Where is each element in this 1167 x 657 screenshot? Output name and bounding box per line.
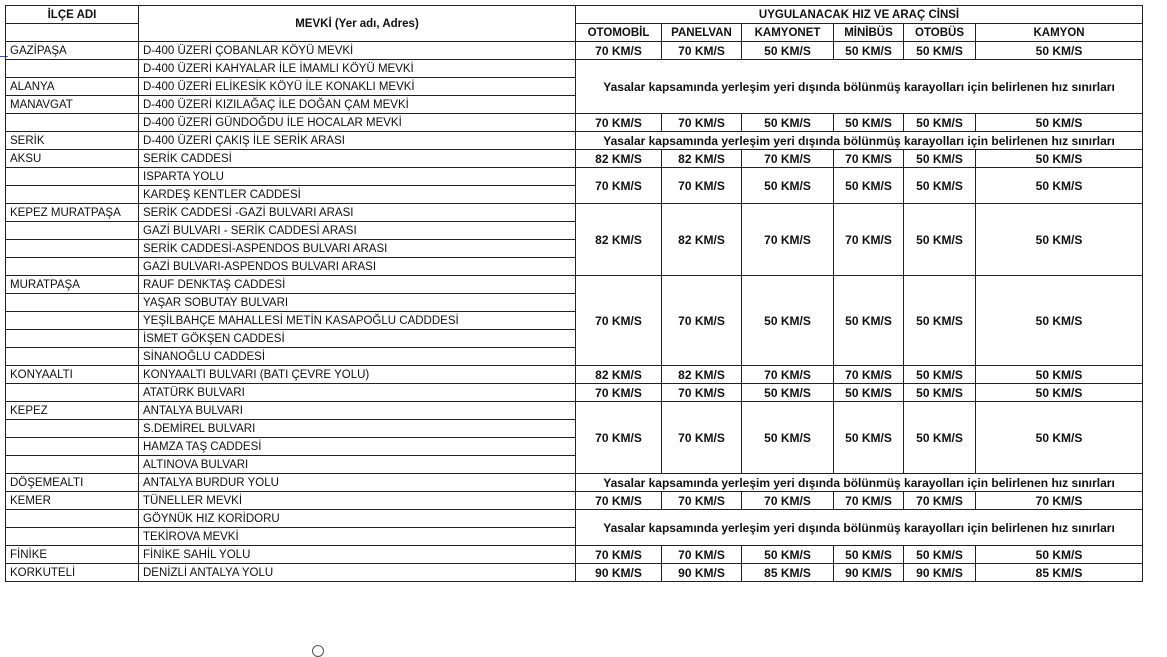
mevki-cell: ISPARTA YOLU: [139, 168, 576, 186]
table-row: [6, 510, 1143, 528]
speed-cell-otobus: 50 KM/S: [904, 546, 976, 564]
speed-cell-minibus: 70 KM/S: [834, 150, 904, 168]
speed-cell-otobus: 50 KM/S: [904, 114, 976, 132]
speed-cell-kamyonet: 85 KM/S: [742, 564, 834, 582]
speed-cell-panelvan: 90 KM/S: [662, 564, 742, 582]
speed-cell-panelvan: 82 KM/S: [662, 366, 742, 384]
mevki-cell: D-400 ÜZERİ ÇAKIŞ İLE SERİK ARASI: [139, 132, 576, 150]
speed-cell-minibus: 50 KM/S: [834, 546, 904, 564]
header-kamyon: KAMYON: [976, 24, 1143, 42]
mevki-cell: FİNİKE SAHİL YOLU: [139, 546, 576, 564]
speed-cell-otobus: 50 KM/S: [904, 366, 976, 384]
speed-cell-kamyon: 70 KM/S: [976, 492, 1143, 510]
speed-cell-minibus: 50 KM/S: [834, 384, 904, 402]
ilce-cell: KEMER: [6, 492, 139, 510]
header-minibus: MİNİBÜS: [834, 24, 904, 42]
ilce-cell: [6, 60, 139, 78]
speed-cell-panelvan: 70 KM/S: [662, 384, 742, 402]
mevki-cell: D-400 ÜZERİ KAHYALAR İLE İMAMLI KÖYÜ MEVKİ: [139, 60, 576, 78]
speed-cell-otobus: 50 KM/S: [904, 384, 976, 402]
speed-cell-kamyonet: 50 KM/S: [742, 402, 834, 474]
speed-cell-kamyon: 85 KM/S: [976, 564, 1143, 582]
speed-cell-kamyonet: 70 KM/S: [742, 366, 834, 384]
mevki-cell: TEKİROVA MEVKİ: [139, 528, 576, 546]
speed-cell-kamyonet: 50 KM/S: [742, 384, 834, 402]
mevki-cell: ATATÜRK BULVARI: [139, 384, 576, 402]
speed-cell-kamyon: 50 KM/S: [976, 204, 1143, 276]
table-row: [6, 474, 1143, 492]
speed-cell-panelvan: 70 KM/S: [662, 546, 742, 564]
ilce-cell: [6, 240, 139, 258]
speed-cell-panelvan: 82 KM/S: [662, 150, 742, 168]
table-row: [6, 168, 1143, 186]
mevki-cell: S.DEMİREL BULVARI: [139, 420, 576, 438]
header-ilce-blank: [6, 24, 139, 42]
ilce-cell: KEPEZ MURATPAŞA: [6, 204, 139, 222]
ilce-cell: FİNİKE: [6, 546, 139, 564]
ilce-cell: SERİK: [6, 132, 139, 150]
table-row: [6, 546, 1143, 564]
speed-cell-otomobil: 70 KM/S: [576, 402, 662, 474]
speed-cell-kamyonet: 70 KM/S: [742, 150, 834, 168]
ilce-cell: [6, 186, 139, 204]
speed-cell-minibus: 50 KM/S: [834, 114, 904, 132]
ilce-cell: DÖŞEMEALTI: [6, 474, 139, 492]
header-otobus: OTOBÜS: [904, 24, 976, 42]
mevki-cell: GAZİ BULVARI-ASPENDOS BULVARI ARASI: [139, 258, 576, 276]
speed-cell-kamyon: 50 KM/S: [976, 366, 1143, 384]
ilce-cell: KEPEZ: [6, 402, 139, 420]
table-row: [6, 564, 1143, 582]
speed-note-cell: Yasalar kapsamında yerleşim yeri dışında bölünmüş karayolları için belirlenen hız sınırları: [576, 60, 1143, 114]
mevki-cell: YAŞAR SOBUTAY BULVARI: [139, 294, 576, 312]
ilce-cell: KONYAALTI: [6, 366, 139, 384]
mevki-cell: D-400 ÜZERİ ELİKESİK KÖYÜ İLE KONAKLI MEVKİ: [139, 78, 576, 96]
speed-cell-otomobil: 70 KM/S: [576, 492, 662, 510]
speed-cell-otobus: 50 KM/S: [904, 402, 976, 474]
table-row: [6, 204, 1143, 222]
speed-note-cell: Yasalar kapsamında yerleşim yeri dışında bölünmüş karayolları için belirlenen hız sınırları: [576, 510, 1143, 546]
ilce-cell: [6, 510, 139, 528]
ilce-cell: [6, 258, 139, 276]
speed-cell-otobus: 50 KM/S: [904, 42, 976, 60]
speed-cell-kamyon: 50 KM/S: [976, 276, 1143, 366]
mevki-cell: SİNANOĞLU CADDESİ: [139, 348, 576, 366]
mevki-cell: D-400 ÜZERİ GÜNDOĞDU İLE HOCALAR MEVKİ: [139, 114, 576, 132]
speed-cell-otobus: 50 KM/S: [904, 204, 976, 276]
speed-cell-minibus: 50 KM/S: [834, 402, 904, 474]
speed-cell-panelvan: 70 KM/S: [662, 276, 742, 366]
ilce-cell: [6, 420, 139, 438]
speed-cell-kamyon: 50 KM/S: [976, 168, 1143, 204]
speed-cell-otomobil: 70 KM/S: [576, 546, 662, 564]
speed-cell-kamyonet: 50 KM/S: [742, 114, 834, 132]
speed-note-cell: Yasalar kapsamında yerleşim yeri dışında bölünmüş karayolları için belirlenen hız sınırları: [576, 132, 1143, 150]
header-otomobil: OTOMOBİL: [576, 24, 662, 42]
mevki-cell: DENİZLİ ANTALYA YOLU: [139, 564, 576, 582]
header-mevki: MEVKİ (Yer adı, Adres): [139, 6, 576, 42]
speed-cell-otomobil: 90 KM/S: [576, 564, 662, 582]
table-row: [6, 492, 1143, 510]
ilce-cell: [6, 384, 139, 402]
header-panelvan: PANELVAN: [662, 24, 742, 42]
ilce-cell: GAZİPAŞA: [6, 42, 139, 60]
mevki-cell: ANTALYA BULVARI: [139, 402, 576, 420]
speed-cell-otomobil: 82 KM/S: [576, 366, 662, 384]
header-vehicle-group: UYGULANACAK HIZ VE ARAÇ CİNSİ: [576, 6, 1143, 24]
header-kamyonet: KAMYONET: [742, 24, 834, 42]
ilce-cell: MURATPAŞA: [6, 276, 139, 294]
speed-cell-minibus: 50 KM/S: [834, 42, 904, 60]
table-row: [6, 150, 1143, 168]
ilce-cell: ALANYA: [6, 78, 139, 96]
speed-cell-kamyonet: 50 KM/S: [742, 546, 834, 564]
speed-cell-kamyon: 50 KM/S: [976, 384, 1143, 402]
table-row: [6, 132, 1143, 150]
speed-cell-panelvan: 70 KM/S: [662, 42, 742, 60]
speed-cell-kamyonet: 50 KM/S: [742, 42, 834, 60]
speed-cell-otobus: 50 KM/S: [904, 150, 976, 168]
speed-cell-otomobil: 70 KM/S: [576, 276, 662, 366]
ilce-cell: AKSU: [6, 150, 139, 168]
speed-cell-panelvan: 70 KM/S: [662, 114, 742, 132]
scan-circle-mark: [312, 645, 324, 657]
ilce-cell: [6, 348, 139, 366]
speed-cell-kamyon: 50 KM/S: [976, 546, 1143, 564]
mevki-cell: YEŞİLBAHÇE MAHALLESİ METİN KASAPOĞLU CADDDESİ: [139, 312, 576, 330]
ilce-cell: [6, 222, 139, 240]
speed-cell-panelvan: 70 KM/S: [662, 402, 742, 474]
speed-cell-otobus: 90 KM/S: [904, 564, 976, 582]
table-row: [6, 384, 1143, 402]
mevki-cell: GAZİ BULVARI - SERİK CADDESİ ARASI: [139, 222, 576, 240]
speed-cell-otobus: 50 KM/S: [904, 276, 976, 366]
mevki-cell: SERİK CADDESİ-ASPENDOS BULVARI ARASI: [139, 240, 576, 258]
speed-cell-otomobil: 70 KM/S: [576, 168, 662, 204]
speed-cell-kamyon: 50 KM/S: [976, 150, 1143, 168]
speed-cell-otomobil: 70 KM/S: [576, 114, 662, 132]
speed-cell-kamyonet: 50 KM/S: [742, 276, 834, 366]
speed-cell-minibus: 90 KM/S: [834, 564, 904, 582]
speed-cell-otomobil: 70 KM/S: [576, 42, 662, 60]
mevki-cell: ANTALYA BURDUR YOLU: [139, 474, 576, 492]
speed-cell-panelvan: 70 KM/S: [662, 492, 742, 510]
table-row: [6, 276, 1143, 294]
speed-limit-table: [5, 5, 1143, 582]
speed-cell-otomobil: 82 KM/S: [576, 150, 662, 168]
header-ilce: İLÇE ADI: [6, 6, 139, 24]
speed-cell-kamyonet: 70 KM/S: [742, 492, 834, 510]
speed-cell-otobus: 50 KM/S: [904, 168, 976, 204]
speed-cell-minibus: 70 KM/S: [834, 366, 904, 384]
table-row: [6, 114, 1143, 132]
speed-cell-minibus: 50 KM/S: [834, 276, 904, 366]
speed-cell-otobus: 70 KM/S: [904, 492, 976, 510]
speed-cell-kamyonet: 50 KM/S: [742, 168, 834, 204]
table-row: [6, 42, 1143, 60]
mevki-cell: HAMZA TAŞ CADDESİ: [139, 438, 576, 456]
ilce-cell: [6, 294, 139, 312]
speed-cell-kamyon: 50 KM/S: [976, 42, 1143, 60]
mevki-cell: GÖYNÜK HIZ KORİDORU: [139, 510, 576, 528]
speed-cell-minibus: 50 KM/S: [834, 168, 904, 204]
ilce-cell: [6, 330, 139, 348]
speed-note-cell: Yasalar kapsamında yerleşim yeri dışında bölünmüş karayolları için belirlenen hız sınırları: [576, 474, 1143, 492]
ilce-cell: [6, 438, 139, 456]
speed-cell-panelvan: 70 KM/S: [662, 168, 742, 204]
speed-cell-kamyon: 50 KM/S: [976, 114, 1143, 132]
mevki-cell: İSMET GÖKŞEN CADDESİ: [139, 330, 576, 348]
mevki-cell: D-400 ÜZERİ ÇOBANLAR KÖYÜ MEVKİ: [139, 42, 576, 60]
mevki-cell: SERİK CADDESİ -GAZİ BULVARI ARASI: [139, 204, 576, 222]
speed-cell-otomobil: 70 KM/S: [576, 384, 662, 402]
speed-cell-kamyon: 50 KM/S: [976, 402, 1143, 474]
ilce-cell: KORKUTELİ: [6, 564, 139, 582]
mevki-cell: D-400 ÜZERİ KIZILAĞAÇ İLE DOĞAN ÇAM MEVKİ: [139, 96, 576, 114]
ilce-cell: MANAVGAT: [6, 96, 139, 114]
speed-cell-minibus: 70 KM/S: [834, 204, 904, 276]
table-row: [6, 366, 1143, 384]
table-row: [6, 402, 1143, 420]
ilce-cell: [6, 456, 139, 474]
speed-cell-otomobil: 82 KM/S: [576, 204, 662, 276]
mevki-cell: KARDEŞ KENTLER CADDESİ: [139, 186, 576, 204]
mevki-cell: RAUF DENKTAŞ CADDESİ: [139, 276, 576, 294]
mevki-cell: ALTINOVA BULVARI: [139, 456, 576, 474]
mevki-cell: TÜNELLER MEVKİ: [139, 492, 576, 510]
speed-cell-kamyonet: 70 KM/S: [742, 204, 834, 276]
ilce-cell: [6, 528, 139, 546]
mevki-cell: KONYAALTI BULVARI (BATI ÇEVRE YOLU): [139, 366, 576, 384]
ilce-cell: [6, 114, 139, 132]
speed-limit-document: [5, 5, 1143, 582]
ilce-cell: [6, 312, 139, 330]
table-body: [6, 42, 1143, 582]
table-row: [6, 60, 1143, 78]
speed-cell-minibus: 70 KM/S: [834, 492, 904, 510]
mevki-cell: SERİK CADDESİ: [139, 150, 576, 168]
ilce-cell: [6, 168, 139, 186]
speed-cell-panelvan: 82 KM/S: [662, 204, 742, 276]
